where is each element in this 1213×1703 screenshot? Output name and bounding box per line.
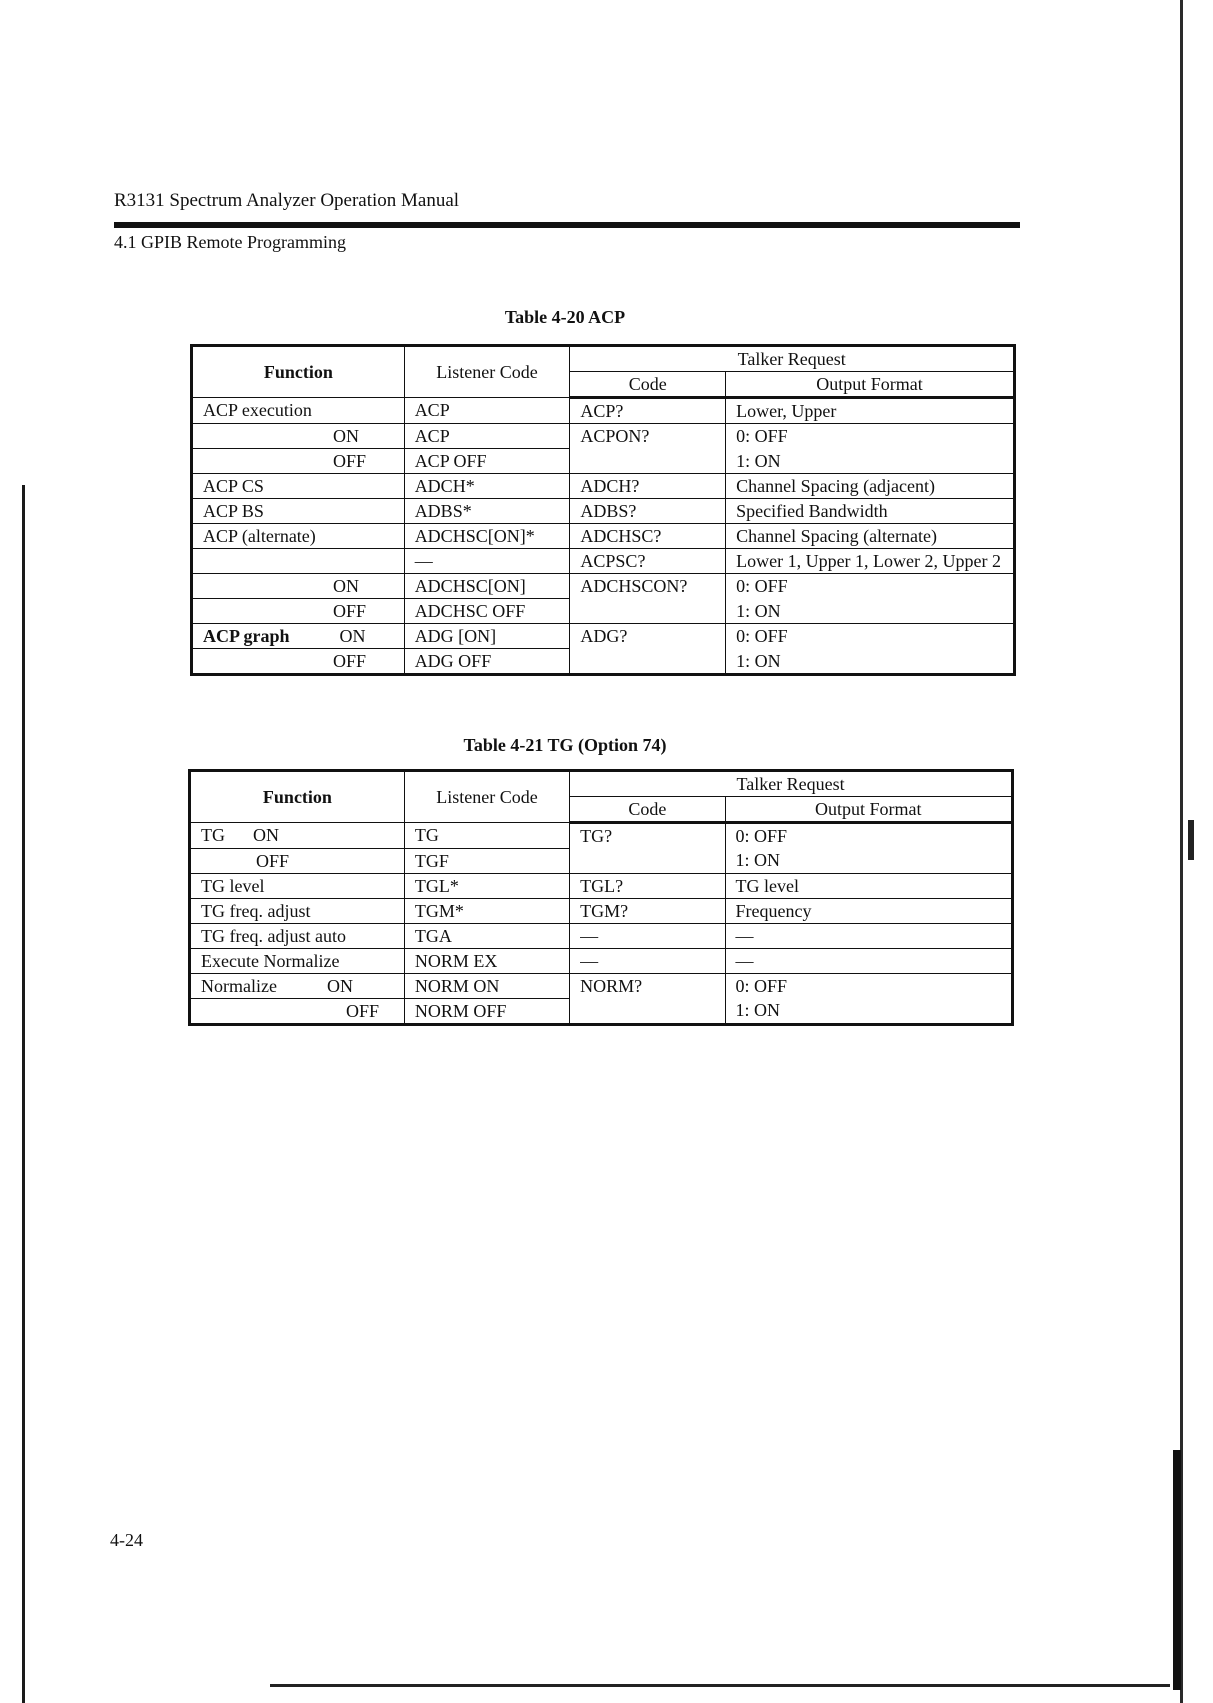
output-cell: — — [725, 923, 1012, 948]
output-cell: Channel Spacing (adjacent) — [726, 474, 1015, 499]
function-cell: ON — [192, 424, 405, 449]
function-cell: TG freq. adjust — [190, 898, 405, 923]
output-cell: 1: ON — [726, 449, 1015, 474]
listener-cell: — — [404, 549, 570, 574]
col-header-talker: Talker Request — [570, 346, 1015, 372]
output-cell: Channel Spacing (alternate) — [726, 524, 1015, 549]
function-cell: ON — [192, 574, 405, 599]
function-cell: ACP graph ON — [192, 624, 405, 649]
listener-cell: ADG OFF — [404, 649, 570, 675]
table-row — [190, 823, 1013, 849]
output-cell: — — [725, 948, 1012, 973]
col-header-output: Output Format — [725, 797, 1012, 823]
output-cell: 0: OFF — [725, 823, 1012, 849]
scan-edge-shadow — [1173, 1450, 1181, 1690]
col-header-code: Code — [570, 797, 725, 823]
listener-cell: ADCH* — [404, 474, 570, 499]
scan-edge-right — [1180, 0, 1183, 1703]
code-cell: ACPSC? — [570, 549, 726, 574]
table-row — [192, 524, 1015, 549]
code-cell: ADCH? — [570, 474, 726, 499]
manual-title: R3131 Spectrum Analyzer Operation Manual — [114, 190, 460, 211]
function-cell: OFF — [192, 449, 405, 474]
col-header-function: Function — [190, 771, 405, 823]
col-header-code: Code — [570, 372, 726, 398]
listener-cell: NORM OFF — [404, 998, 569, 1024]
code-cell: TGL? — [570, 873, 725, 898]
col-header-function: Function — [192, 346, 405, 398]
listener-cell: NORM EX — [404, 948, 569, 973]
output-cell: 1: ON — [726, 599, 1015, 624]
function-cell: Execute Normalize — [190, 948, 405, 973]
function-cell: ACP execution — [192, 398, 405, 424]
code-cell: — — [570, 948, 725, 973]
table-caption-tg: Table 4-21 TG (Option 74) — [463, 735, 667, 755]
code-cell: — — [570, 923, 725, 948]
output-cell: Specified Bandwidth — [726, 499, 1015, 524]
table-caption-acp: Table 4-20 ACP — [504, 307, 626, 327]
output-cell: 0: OFF — [726, 424, 1015, 449]
table-row — [190, 948, 1013, 973]
code-cell: TGM? — [570, 898, 725, 923]
listener-cell: ADCHSC OFF — [404, 599, 570, 624]
function-cell: TG ON — [190, 823, 405, 849]
listener-cell: ACP — [404, 424, 570, 449]
output-cell: 1: ON — [725, 848, 1012, 873]
function-cell: ACP CS — [192, 474, 405, 499]
listener-cell: ADCHSC[ON] — [404, 574, 570, 599]
col-header-output: Output Format — [726, 372, 1015, 398]
table-row — [190, 923, 1013, 948]
output-cell: 0: OFF — [725, 973, 1012, 998]
scan-edge-mark — [1188, 820, 1194, 860]
listener-cell: TGA — [404, 923, 569, 948]
table-row — [190, 898, 1013, 923]
function-cell: Normalize ON — [190, 973, 405, 998]
table-row — [192, 474, 1015, 499]
output-cell: 0: OFF — [726, 574, 1015, 599]
listener-cell: ADBS* — [404, 499, 570, 524]
function-cell: OFF — [190, 998, 405, 1024]
output-cell: Frequency — [725, 898, 1012, 923]
function-cell: OFF — [192, 649, 405, 675]
table-row — [192, 499, 1015, 524]
header-rule — [114, 222, 1020, 228]
code-cell: ACP? — [570, 398, 726, 424]
table-row — [192, 424, 1015, 449]
listener-cell: NORM ON — [404, 973, 569, 998]
section-title: 4.1 GPIB Remote Programming — [114, 232, 346, 252]
code-cell: ACPON? — [570, 424, 726, 474]
listener-cell: ACP — [404, 398, 570, 424]
code-cell: ADG? — [570, 624, 726, 675]
code-cell: ADBS? — [570, 499, 726, 524]
function-cell: ACP BS — [192, 499, 405, 524]
function-cell: OFF — [190, 848, 405, 873]
output-cell: TG level — [725, 873, 1012, 898]
function-cell — [192, 549, 405, 574]
code-cell: NORM? — [570, 973, 725, 1024]
tg-table — [188, 769, 1014, 1026]
code-cell: ADCHSCON? — [570, 574, 726, 624]
function-cell: TG level — [190, 873, 405, 898]
listener-cell: TGM* — [404, 898, 569, 923]
listener-cell: TGF — [404, 848, 569, 873]
output-cell: 0: OFF — [726, 624, 1015, 649]
output-cell: 1: ON — [725, 998, 1012, 1024]
listener-cell: ADCHSC[ON]* — [404, 524, 570, 549]
function-cell: TG freq. adjust auto — [190, 923, 405, 948]
page-number: 4-24 — [110, 1530, 143, 1550]
output-cell: Lower 1, Upper 1, Lower 2, Upper 2 — [726, 549, 1015, 574]
scan-edge-left — [22, 485, 25, 1703]
code-cell: TG? — [570, 823, 725, 874]
col-header-talker: Talker Request — [570, 771, 1013, 797]
col-header-listener: Listener Code — [404, 346, 570, 398]
table-row — [192, 574, 1015, 599]
output-cell: 1: ON — [726, 649, 1015, 675]
table-row — [190, 973, 1013, 998]
acp-table — [190, 344, 1016, 676]
table-row — [192, 398, 1015, 424]
listener-cell: ADG [ON] — [404, 624, 570, 649]
col-header-listener: Listener Code — [404, 771, 569, 823]
listener-cell: ACP OFF — [404, 449, 570, 474]
table-row — [192, 549, 1015, 574]
listener-cell: TGL* — [404, 873, 569, 898]
scan-edge-bottom — [270, 1684, 1170, 1687]
function-cell: ACP (alternate) — [192, 524, 405, 549]
listener-cell: TG — [404, 823, 569, 849]
table-row — [192, 624, 1015, 649]
table-row — [190, 873, 1013, 898]
code-cell: ADCHSC? — [570, 524, 726, 549]
output-cell: Lower, Upper — [726, 398, 1015, 424]
function-cell: OFF — [192, 599, 405, 624]
